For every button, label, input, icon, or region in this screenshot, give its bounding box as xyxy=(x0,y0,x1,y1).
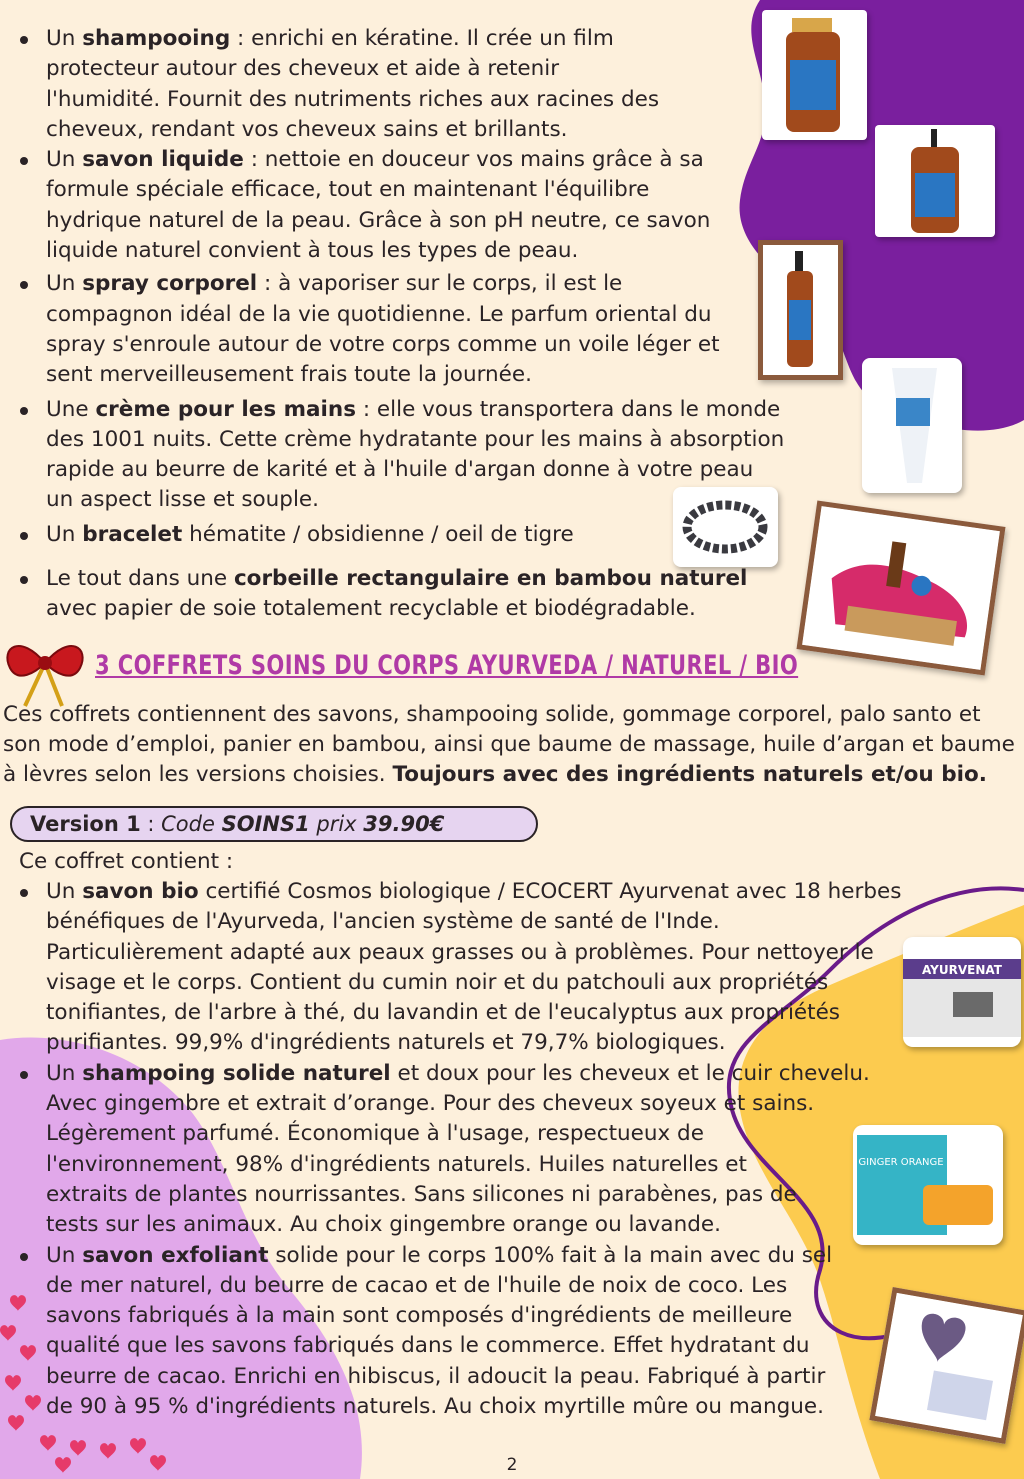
item-text: : elle vous transportera dans le monde xyxy=(356,396,781,422)
item-text: solide pour le corps 100% fait à la main avec du sel xyxy=(268,1242,833,1268)
item-line: protecteur autour des cheveux et aide à retenir xyxy=(46,56,560,82)
version-label: Version 1 xyxy=(30,812,141,836)
item-line: avec papier de soie totalement recyclable et biodégradable. xyxy=(46,596,696,622)
item-line: Particulièrement adapté aux peaux grasses ou à problèmes. Pour nettoyer le xyxy=(46,939,874,965)
code-prefix: Code xyxy=(161,812,222,836)
liquid-soap-photo xyxy=(875,125,995,237)
bottom-product-list xyxy=(2,877,962,1422)
item-line: cheveux, rendant vos cheveux sains et brillants. xyxy=(46,116,568,142)
item-text: Une xyxy=(46,396,96,422)
product-name: bracelet xyxy=(82,521,183,547)
item-line: liquide naturel convient à tous les types de peau. xyxy=(46,238,579,264)
shampoo-bar-label: GINGER ORANGE xyxy=(858,1157,944,1168)
section-title: 3 COFFRETS SOINS DU CORPS AYURVEDA / NATUREL / BIO xyxy=(95,650,799,681)
item-text: Un xyxy=(46,26,83,51)
item-line: hydrique naturel de la peau. Grâce à son pH neutre, ce savon xyxy=(46,207,711,233)
item-text: Un xyxy=(46,271,83,297)
bottom-product-item xyxy=(2,1059,962,1241)
product-name: savon bio xyxy=(82,879,199,904)
item-text: : enrichi en kératine. Il crée un film xyxy=(230,26,614,51)
top-product-item xyxy=(2,564,822,625)
item-line: de mer naturel, du beurre de cacao et de l'huile de noix de coco. Les xyxy=(46,1272,788,1298)
item-line: tonifiantes, de l'arbre à thé, du lavandin et de l'eucalyptus aux propriétés xyxy=(46,1000,841,1026)
item-line: spray s'enroule autour de votre corps comme un voile léger et xyxy=(46,331,720,357)
gift-basket-photo xyxy=(796,501,1005,676)
item-line: visage et le corps. Contient du cumin noir et du patchouli aux propriétés xyxy=(46,969,829,995)
item-line: qualité que les savons fabriqués dans le commerce. Effet hydratant du xyxy=(46,1333,810,1359)
item-text: hématite / obsidienne / oeil de tigre xyxy=(182,521,574,547)
top-product-item xyxy=(2,145,822,266)
product-name: savon exfoliant xyxy=(82,1242,269,1268)
item-line: purifiantes. 99,9% d'ingrédients naturels et 79,7% biologiques. xyxy=(46,1030,726,1056)
item-line: extraits de plantes nourrissantes. Sans silicones ni parabènes, pas de xyxy=(46,1181,797,1207)
bottom-product-item xyxy=(2,877,962,1059)
item-text: : nettoie en douceur vos mains grâce à sa xyxy=(243,147,704,173)
price-prefix: prix xyxy=(309,812,364,836)
intro-line-3-text: à lèvres selon les versions choisies. xyxy=(3,762,393,787)
item-line: beurre de cacao. Enrichi en hibiscus, il adoucit la peau. Fabriqué à partir xyxy=(46,1363,826,1389)
item-line: un aspect lisse et souple. xyxy=(46,487,319,513)
item-text: certifié Cosmos biologique / ECOCERT Ayurvenat avec 18 herbes xyxy=(198,879,902,904)
top-product-list xyxy=(2,24,822,625)
top-product-item xyxy=(2,269,822,390)
item-line: sent merveilleusement frais toute la journée. xyxy=(46,362,532,388)
product-name: savon liquide xyxy=(82,147,244,173)
contains-label: Ce coffret contient : xyxy=(19,849,234,874)
item-text: : à vaporiser sur le corps, il est le xyxy=(257,271,623,297)
bottom-product-item xyxy=(2,1241,962,1423)
soap-brand-label: AYURVENAT xyxy=(922,963,1002,977)
item-text: Un xyxy=(46,1060,83,1086)
product-name: spray corporel xyxy=(82,271,258,297)
item-line: des 1001 nuits. Cette crème hydratante pour les mains à absorption xyxy=(46,426,785,452)
product-name: corbeille rectangulaire en bambou naturel xyxy=(233,566,748,592)
intro-line-3 xyxy=(3,760,987,790)
top-product-item xyxy=(2,520,822,550)
item-line: l'humidité. Fournit des nutriments riches aux racines des xyxy=(46,86,660,112)
gift-bow-icon xyxy=(0,628,90,708)
intro-line-2: son mode d’emploi, panier en bambou, ainsi que baume de massage, huile d’argan et baume xyxy=(3,732,1015,757)
item-line: rapide au beurre de karité et à l'huile d'argan donne à votre peau xyxy=(46,457,754,483)
product-name: crème pour les mains xyxy=(95,396,357,422)
item-line: de 90 à 95 % d'ingrédients naturels. Au choix myrtille mûre ou mangue. xyxy=(46,1394,824,1420)
hand-cream-photo xyxy=(862,358,962,493)
item-text: et doux pour les cheveux et le cuir chevelu. xyxy=(390,1060,870,1086)
version-separator: : xyxy=(140,812,162,836)
item-text: Un xyxy=(46,879,83,904)
top-product-item xyxy=(2,395,822,516)
item-text: Un xyxy=(46,1242,83,1268)
item-line: compagnon idéal de la vie quotidienne. Le parfum oriental du xyxy=(46,301,712,327)
item-line: l'environnement, 98% d'ingrédients naturels. Huiles naturelles et xyxy=(46,1151,747,1177)
product-name: shampoing solide naturel xyxy=(82,1060,391,1086)
item-line: formule spéciale efficace, tout en maintenant l'équilibre xyxy=(46,177,650,203)
top-product-item xyxy=(2,24,822,145)
item-line: savons fabriqués à la main sont composés d'ingrédients de meilleure xyxy=(46,1303,793,1329)
item-text: Un xyxy=(46,521,83,547)
intro-bold-text: Toujours avec des ingrédients naturels et/ou bio. xyxy=(392,762,987,787)
version-price: 39.90€ xyxy=(363,812,445,836)
intro-line-1: Ces coffrets contiennent des savons, shampooing solide, gommage corporel, palo santo et xyxy=(3,702,981,727)
item-text: Le tout dans une xyxy=(46,566,234,592)
version-code: SOINS1 xyxy=(221,812,310,836)
item-line: bénéfiques de l'Ayurveda, l'ancien système de santé de l'Inde. xyxy=(46,909,720,935)
product-name: shampooing xyxy=(82,26,231,51)
item-text: Un xyxy=(46,147,83,173)
item-line: tests sur les animaux. Au choix gingembre orange ou lavande. xyxy=(46,1212,721,1238)
item-line: Légèrement parfumé. Économique à l'usage, respectueux de xyxy=(46,1121,704,1147)
version-badge xyxy=(10,806,538,842)
page-number: 2 xyxy=(506,1455,518,1475)
item-line: Avec gingembre et extrait d’orange. Pour des cheveux soyeux et sains. xyxy=(46,1091,815,1117)
